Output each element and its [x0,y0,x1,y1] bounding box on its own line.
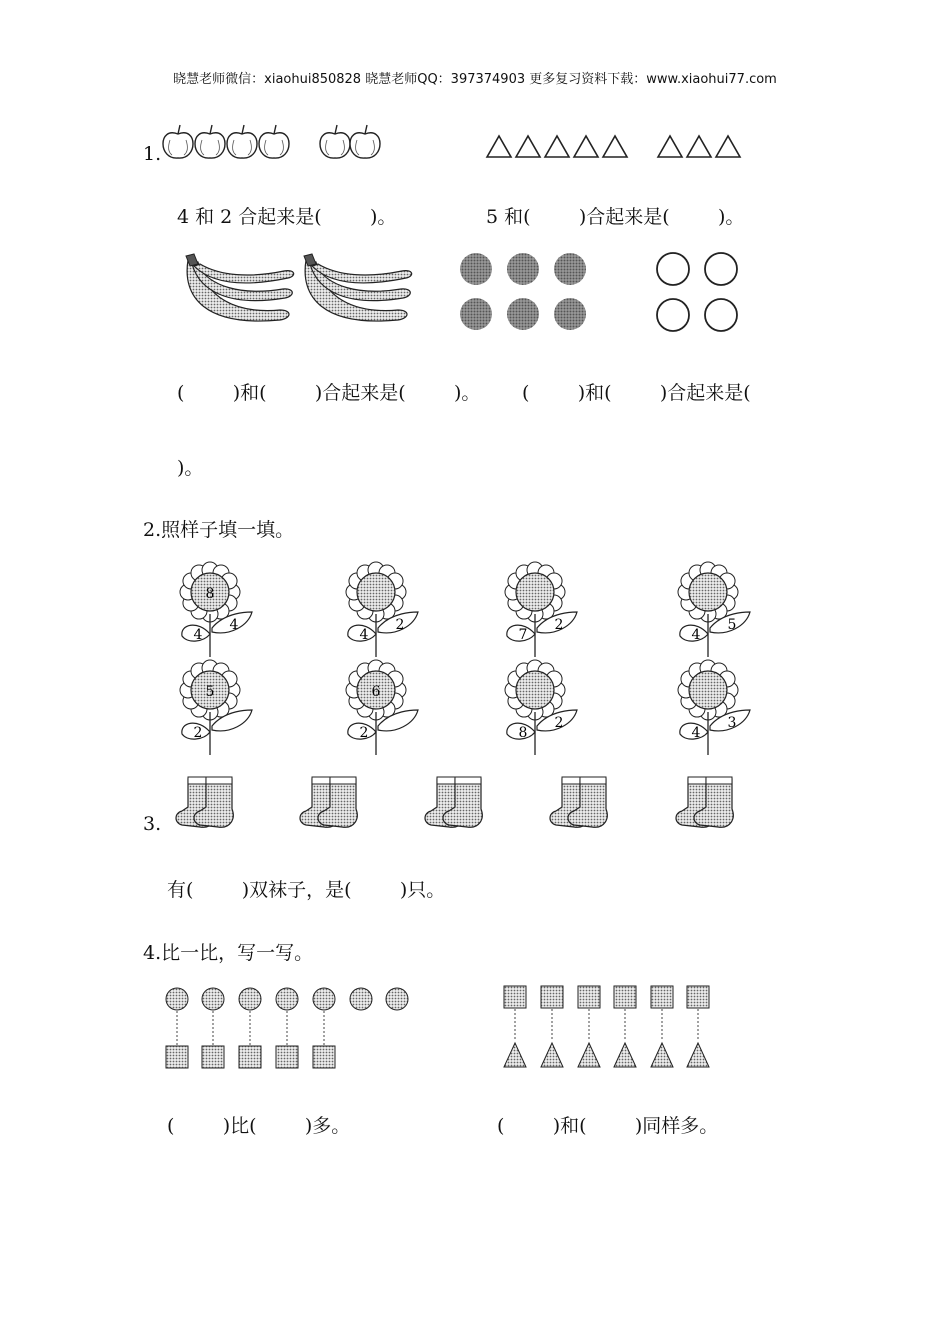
apple-icon [350,125,380,158]
triangle-icon [716,136,740,157]
apple-icon [259,125,289,158]
square-icon [541,986,563,1008]
dotted-circle-icon [507,253,539,285]
apple-icon [320,125,350,158]
flower-left-leaf-number: 2 [359,725,369,741]
triangle-icon [658,136,682,157]
q1-line-c: ( )和( )合起来是( )。 [177,382,481,404]
square-icon [578,986,600,1008]
question-1-number: 1. [143,143,162,165]
apple-icon [227,125,257,158]
triangles-group [484,133,744,163]
circle-icon [705,253,737,285]
square-icon [687,986,709,1008]
flower-head-number: 6 [371,684,381,700]
square-icon [276,1046,298,1068]
apple-icon [163,125,193,158]
triangle-icon [516,136,540,157]
dotted-circle-icon [554,253,586,285]
circle-icon [657,299,689,331]
triangle-icon [603,136,627,157]
triangle-icon [651,1043,673,1067]
dotted-circle-icon [166,988,188,1010]
dotted-circle-icon [350,988,372,1010]
triangle-icon [541,1043,563,1067]
socks-icon [423,773,493,833]
triangle-icon [545,136,569,157]
triangle-icon [578,1043,600,1067]
q1-line-e: )。 [177,457,204,479]
socks-icon [548,773,618,833]
dotted-circle-icon [460,298,492,330]
sunflower-icon [170,562,265,657]
dotted-circle-icon [554,298,586,330]
dotted-circle-icon [386,988,408,1010]
flower-left-leaf-number: 4 [193,627,203,643]
triangle-icon [614,1043,636,1067]
q3-line: 有( )双袜子，是( )只。 [167,879,446,901]
apples-group [160,122,390,162]
flower-left-leaf-number: 4 [691,725,701,741]
question-4-title: 4.比一比，写一写。 [143,942,314,964]
sunflower-icon [668,562,763,657]
question-3-number: 3. [143,813,162,835]
square-icon [504,986,526,1008]
circles-squares-compare [160,985,420,1075]
q1-line-a: 4 和 2 合起来是( )。 [177,206,397,228]
q1-line-b: 5 和( )合起来是( )。 [486,206,745,228]
flower-head-number: 5 [205,684,215,700]
dotted-circle-icon [276,988,298,1010]
socks-icon [674,773,744,833]
question-2-title: 2.照样子填一填。 [143,519,295,541]
banana-icon [186,254,294,321]
flower-left-leaf-number: 8 [518,725,528,741]
flower-right-leaf-number: 3 [727,715,737,731]
dotted-circle-icon [313,988,335,1010]
q4-line-a: ( )比( )多。 [167,1115,351,1137]
triangle-icon [504,1043,526,1067]
sunflower-icon [495,660,590,755]
circles-group [652,250,747,335]
sunflower-icon [336,660,431,755]
flower-left-leaf-number: 7 [518,627,528,643]
square-icon [202,1046,224,1068]
square-icon [614,986,636,1008]
flower-left-leaf-number: 4 [359,627,369,643]
q4-line-b: ( )和( )同样多。 [497,1115,719,1137]
q1-line-d: ( )和( )合起来是( [522,382,751,404]
dotted-circle-icon [507,298,539,330]
circle-icon [705,299,737,331]
flower-left-leaf-number: 2 [193,725,203,741]
triangle-icon [574,136,598,157]
circle-icon [657,253,689,285]
banana-icon [304,254,412,321]
sunflower-icon [336,562,431,657]
sunflower-icon [170,660,265,755]
flower-right-leaf-number: 2 [554,715,564,731]
dotted-circles-group [455,250,595,335]
flower-left-leaf-number: 4 [691,627,701,643]
socks-icon [298,773,368,833]
square-icon [166,1046,188,1068]
dotted-circle-icon [202,988,224,1010]
socks-icon [174,773,244,833]
flower-head-number: 8 [205,586,215,602]
flower-right-leaf-number: 5 [727,617,737,633]
square-icon [651,986,673,1008]
page-header: 晓慧老师微信：xiaohui850828 晓慧老师QQ：397374903 更多复习资料下载：www.xiaohui77.com [173,72,777,87]
square-icon [239,1046,261,1068]
triangle-icon [487,136,511,157]
apple-icon [195,125,225,158]
triangle-icon [687,1043,709,1067]
triangle-icon [687,136,711,157]
flower-right-leaf-number: 2 [554,617,564,633]
dotted-circle-icon [239,988,261,1010]
bananas-group [180,252,420,347]
squares-triangles-compare [498,983,728,1075]
flower-right-leaf-number: 4 [229,617,239,633]
sunflower-icon [495,562,590,657]
dotted-circle-icon [460,253,492,285]
square-icon [313,1046,335,1068]
sunflower-icon [668,660,763,755]
flower-right-leaf-number: 2 [395,617,405,633]
